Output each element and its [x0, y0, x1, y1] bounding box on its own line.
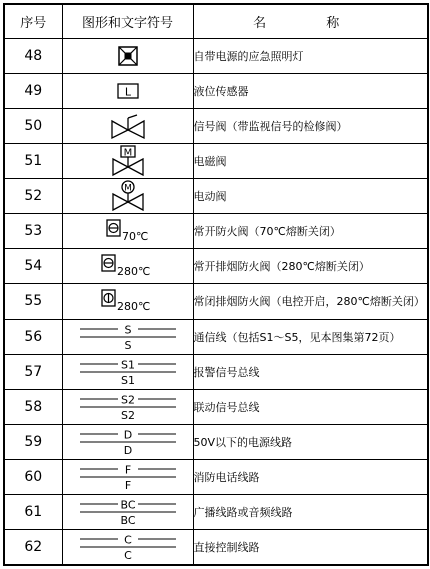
table-row	[4, 354, 428, 389]
row-number: 49	[4, 74, 62, 109]
symbol-label: 70℃	[121, 230, 148, 244]
row-name: 信号阀（带监视信号的检修阀）	[193, 109, 428, 144]
table-row	[4, 179, 428, 214]
table-row	[4, 214, 428, 249]
table-row	[4, 39, 428, 74]
broadcast-line-icon	[80, 497, 176, 527]
symbol-label: S	[124, 323, 131, 337]
table-row	[4, 284, 428, 319]
row-name: 通信线（包括S1～S5，见本图集第72页）	[193, 319, 428, 354]
symbol-cell	[62, 529, 193, 565]
symbol-label: BC	[119, 513, 136, 527]
symbol-label: 280℃	[116, 265, 150, 279]
row-number: 54	[4, 249, 62, 284]
power-line-icon	[80, 427, 176, 457]
table-row	[4, 424, 428, 459]
symbol-label: S2	[120, 408, 135, 422]
table-row	[4, 389, 428, 424]
row-number: 56	[4, 319, 62, 354]
symbol-cell	[62, 459, 193, 494]
direct-control-line-icon	[80, 532, 176, 562]
symbol-label: F	[124, 478, 131, 492]
symbol-label: C	[123, 548, 132, 562]
motorized-valve-icon	[110, 180, 146, 212]
symbol-label: F	[124, 463, 131, 477]
header-name: 名 称	[193, 4, 428, 39]
row-number: 59	[4, 424, 62, 459]
table-row	[4, 494, 428, 529]
linkage-bus-line-icon	[80, 392, 176, 422]
row-number: 53	[4, 214, 62, 249]
symbol-cell	[62, 109, 193, 144]
symbol-label: L	[124, 85, 131, 99]
alarm-bus-line-icon	[80, 357, 176, 387]
symbol-label: BC	[119, 498, 136, 512]
table-row	[4, 109, 428, 144]
row-name: 报警信号总线	[193, 354, 428, 389]
row-number: 62	[4, 529, 62, 565]
symbol-cell	[62, 144, 193, 179]
table-row	[4, 319, 428, 354]
table-row	[4, 459, 428, 494]
fire-damper-icon	[102, 219, 154, 243]
symbol-label: D	[123, 428, 132, 442]
symbol-cell	[62, 354, 193, 389]
emergency-light-icon	[117, 45, 139, 67]
row-number: 58	[4, 389, 62, 424]
level-sensor-icon	[116, 82, 140, 100]
row-name: 自带电源的应急照明灯	[193, 39, 428, 74]
symbol-cell	[62, 389, 193, 424]
symbol-label: S	[124, 338, 131, 352]
table-row	[4, 74, 428, 109]
signal-valve-icon	[109, 113, 147, 139]
row-number: 55	[4, 284, 62, 319]
row-number: 51	[4, 144, 62, 179]
table-row	[4, 144, 428, 179]
communication-line-icon	[80, 322, 176, 352]
symbol-cell	[62, 424, 193, 459]
row-name: 50V以下的电源线路	[193, 424, 428, 459]
symbol-cell	[62, 179, 193, 214]
table-row	[4, 249, 428, 284]
symbol-cell	[62, 39, 193, 74]
row-name: 电动阀	[193, 179, 428, 214]
row-number: 50	[4, 109, 62, 144]
table-row	[4, 529, 428, 565]
row-name: 电磁阀	[193, 144, 428, 179]
symbol-cell	[62, 319, 193, 354]
symbol-label: D	[123, 443, 132, 457]
symbol-label: S1	[120, 358, 135, 372]
symbol-label: C	[123, 533, 132, 547]
row-name: 常开排烟防火阀（280℃熔断关闭）	[193, 249, 428, 284]
symbol-cell	[62, 494, 193, 529]
row-number: 48	[4, 39, 62, 74]
closed-smoke-damper-icon	[99, 289, 157, 313]
row-name: 常闭排烟防火阀（电控开启，280℃熔断关闭）	[193, 284, 428, 319]
table-header-row	[4, 4, 428, 39]
symbol-cell	[62, 249, 193, 284]
row-number: 60	[4, 459, 62, 494]
row-name: 广播线路或音频线路	[193, 494, 428, 529]
row-number: 61	[4, 494, 62, 529]
symbol-label: S2	[120, 393, 135, 407]
row-number: 52	[4, 179, 62, 214]
fire-phone-line-icon	[80, 462, 176, 492]
symbol-label: S1	[120, 373, 135, 387]
symbol-cell	[62, 74, 193, 109]
smoke-exhaust-damper-icon	[99, 254, 157, 278]
symbol-cell	[62, 284, 193, 319]
symbol-legend-table	[3, 3, 429, 566]
solenoid-valve-icon	[110, 145, 146, 177]
symbol-label: M	[123, 147, 132, 159]
row-name: 直接控制线路	[193, 529, 428, 565]
symbol-label: 280℃	[116, 300, 150, 314]
row-name: 常开防火阀（70℃熔断关闭）	[193, 214, 428, 249]
header-symbol: 图形和文字符号	[62, 4, 193, 39]
row-number: 57	[4, 354, 62, 389]
row-name: 联动信号总线	[193, 389, 428, 424]
row-name: 消防电话线路	[193, 459, 428, 494]
symbol-cell	[62, 214, 193, 249]
header-number: 序号	[4, 4, 62, 39]
symbol-label: M	[123, 183, 132, 194]
row-name: 液位传感器	[193, 74, 428, 109]
